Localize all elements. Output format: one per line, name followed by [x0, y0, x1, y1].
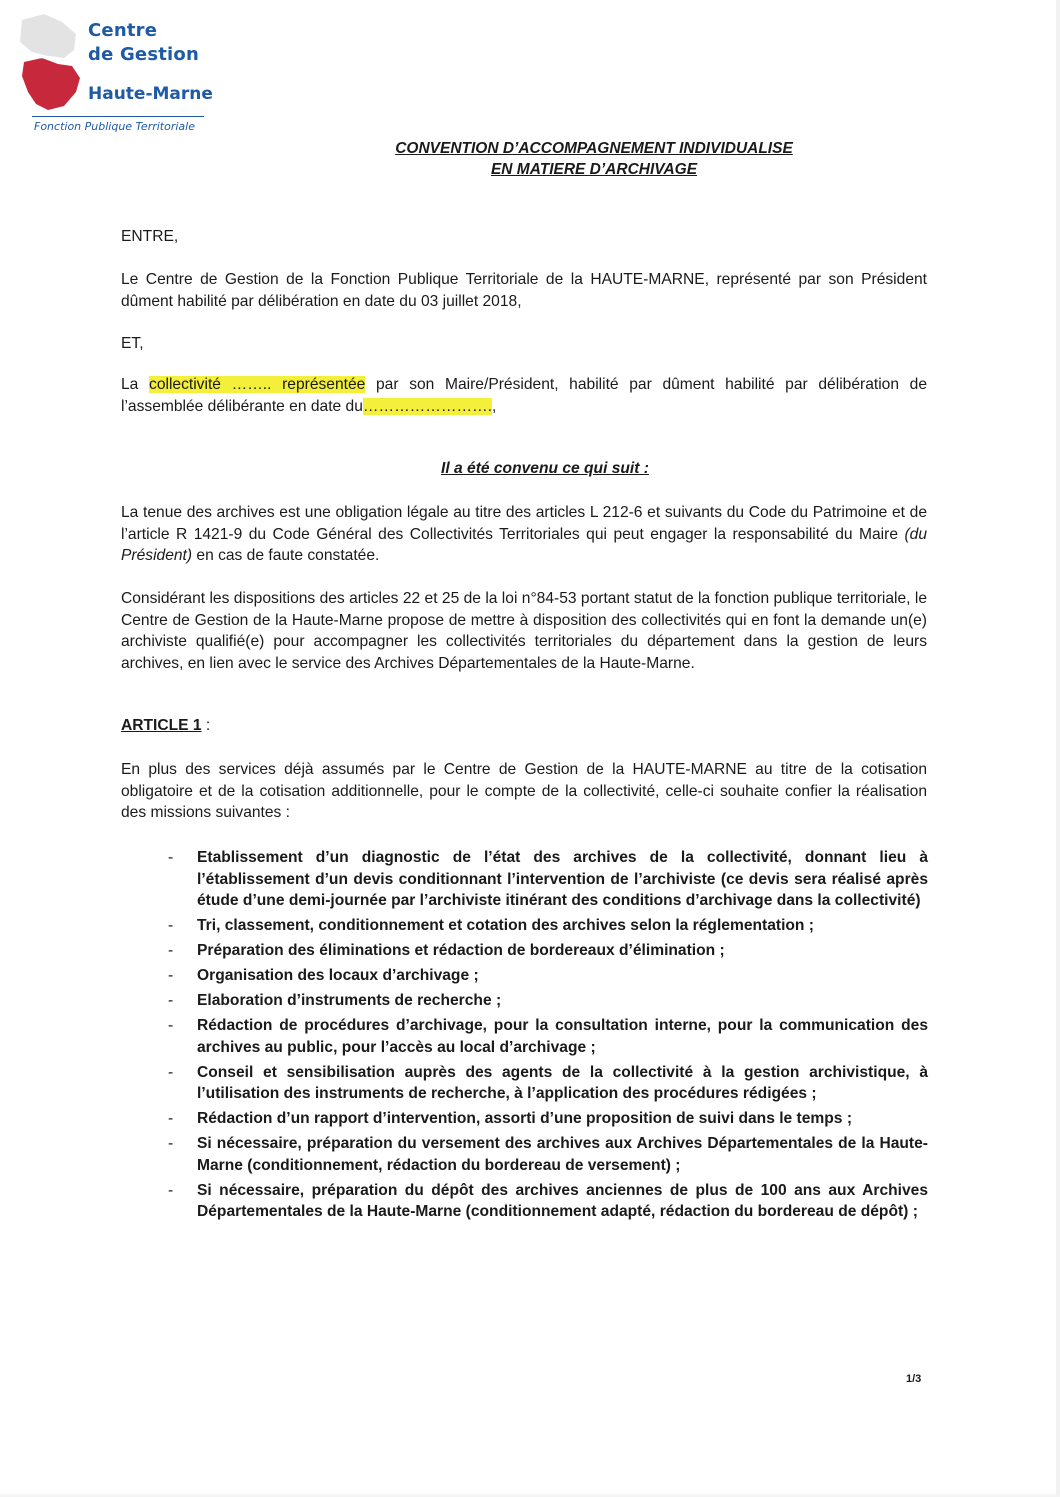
- mission-list-item: [168, 965, 928, 987]
- article-1-colon: :: [201, 717, 211, 734]
- party-two-text: par son Maire/Président, habilité par dûment habilité par délibération de l’assemblée délibérante en date du: [121, 376, 928, 415]
- paragraph-services: En plus des services déjà assumés par le Centre de Gestion de la HAUTE-MARNE au titre de la cotisation obligatoire et de la cotisation additionnelle, pour le compte de la collectivité, celle-ci souhaite confier la réalisation des missions suivantes :: [121, 761, 927, 821]
- mission-list-item: [168, 847, 928, 912]
- convenu-heading: [0, 460, 1060, 478]
- mission-list-item: [168, 1133, 928, 1176]
- mission-text: Rédaction de procédures d’archivage, pour la consultation interne, pour la communication des archives au public, pour l’accès au local d’archivage ;: [197, 1017, 928, 1056]
- mission-text: Elaboration d’instruments de recherche ;: [197, 992, 502, 1009]
- paragraph-obligation: [121, 502, 927, 567]
- party-two-prefix: La: [121, 376, 150, 393]
- et-label: ET,: [121, 335, 144, 352]
- logo-tagline: Fonction Publique Territoriale: [34, 120, 195, 133]
- mission-text: Etablissement d’un diagnostic de l’état des archives de la collectivité, donnant lieu à l’établissement d’un devis conditionnant l’intervention de l’archiviste (ce devis sera réalisé après étude d’une demi-journée par l’archiviste itinérant des conditions d’archivage dans la collectivité): [197, 849, 928, 909]
- page-number: 1/3: [906, 1373, 922, 1385]
- mission-list-item: [168, 1062, 928, 1105]
- mission-list-item: [168, 915, 928, 937]
- haute-marne-map-icon: [14, 12, 84, 112]
- missions-list: [168, 847, 928, 1226]
- mission-text: Si nécessaire, préparation du versement des archives aux Archives Départementales de la Haute-Marne (conditionnement, rédaction du bordereau de versement) ;: [197, 1135, 928, 1174]
- logo-text-haute-marne: Haute-Marne: [88, 84, 213, 104]
- logo: [14, 8, 224, 136]
- list-dash: -: [168, 1110, 174, 1127]
- mission-text: Préparation des éliminations et rédaction de bordereaux d’élimination ;: [197, 942, 725, 959]
- document-title-line-2: [64, 161, 1060, 179]
- convenu-heading-text: Il a été convenu ce qui suit :: [441, 460, 649, 477]
- date-blank-highlight: …………………….: [362, 397, 492, 415]
- logo-text-de-gestion: de Gestion: [88, 44, 200, 65]
- mission-text: Tri, classement, conditionnement et cotation des archives selon la réglementation ;: [197, 917, 814, 934]
- list-dash: -: [168, 967, 174, 984]
- collectivite-highlight: collectivité …….. représentée: [149, 376, 366, 393]
- article-1-label: ARTICLE 1: [121, 717, 202, 734]
- paragraph-considerant: Considérant les dispositions des articles 22 et 25 de la loi n°84-53 portant statut de la fonction publique territoriale, le Centre de Gestion de la Haute-Marne propose de mettre à disposition des collectivités qui en font la demande un(e) archiviste qualifié(e) pour accompagner les collectivités territoriales du département dans la gestion de leurs archives, en lien avec le service des Archives Départementales de la Haute-Marne.: [121, 590, 927, 672]
- list-dash: -: [168, 992, 174, 1009]
- scan-edge: [1056, 0, 1060, 1497]
- list-dash: -: [168, 917, 174, 934]
- party-two-paragraph: [121, 374, 927, 417]
- document-title-line-1: [64, 140, 1060, 158]
- mission-list-item: [168, 1108, 928, 1130]
- paragraph-obligation-end: en cas de faute constatée.: [192, 547, 380, 564]
- mission-list-item: [168, 1015, 928, 1058]
- list-dash: -: [168, 1063, 174, 1081]
- title-line-1-text: CONVENTION D’ACCOMPAGNEMENT INDIVIDUALISE: [395, 140, 793, 157]
- list-dash: -: [168, 1135, 174, 1152]
- title-line-2-text: EN MATIERE D’ARCHIVAGE: [490, 161, 698, 178]
- paragraph-obligation-italic: (du Président): [121, 525, 927, 564]
- mission-list-item: [168, 990, 928, 1012]
- list-dash: -: [168, 942, 174, 959]
- list-dash: -: [168, 849, 174, 866]
- party-two-suffix: ,: [491, 397, 497, 415]
- mission-list-item: [168, 1180, 928, 1223]
- logo-divider: [32, 116, 204, 117]
- mission-list-item: [168, 940, 928, 962]
- mission-text: Si nécessaire, préparation du dépôt des archives anciennes de plus de 100 ans aux Archives Départementales de la Haute-Marne (conditionnement adapté, rédaction du bordereau de dépôt) ;: [197, 1181, 928, 1220]
- list-dash: -: [168, 1181, 174, 1199]
- paragraph-obligation-text: La tenue des archives est une obligation légale au titre des articles L 212-6 et suivants du Code du Patrimoine et de l’article R 1421-9 du Code Général des Collectivités Territoriales qui peut engager la responsabilité du Maire: [121, 504, 927, 543]
- logo-text-centre: Centre: [88, 20, 158, 41]
- party-one-paragraph: Le Centre de Gestion de la Fonction Publique Territoriale de la HAUTE-MARNE, représenté par son Président dûment habilité par délibération en date du 03 juillet 2018,: [121, 271, 927, 310]
- mission-text: Conseil et sensibilisation auprès des agents de la collectivité à la gestion archivistique, à l’utilisation des instruments de recherche, à l’application des procédures rédigées ;: [197, 1063, 928, 1102]
- list-dash: -: [168, 1017, 174, 1034]
- mission-text: Organisation des locaux d’archivage ;: [197, 967, 479, 984]
- mission-text: Rédaction d’un rapport d’intervention, assorti d’une proposition de suivi dans le temps ;: [197, 1110, 853, 1127]
- entre-label: ENTRE,: [121, 228, 179, 245]
- article-1-heading: [121, 717, 210, 735]
